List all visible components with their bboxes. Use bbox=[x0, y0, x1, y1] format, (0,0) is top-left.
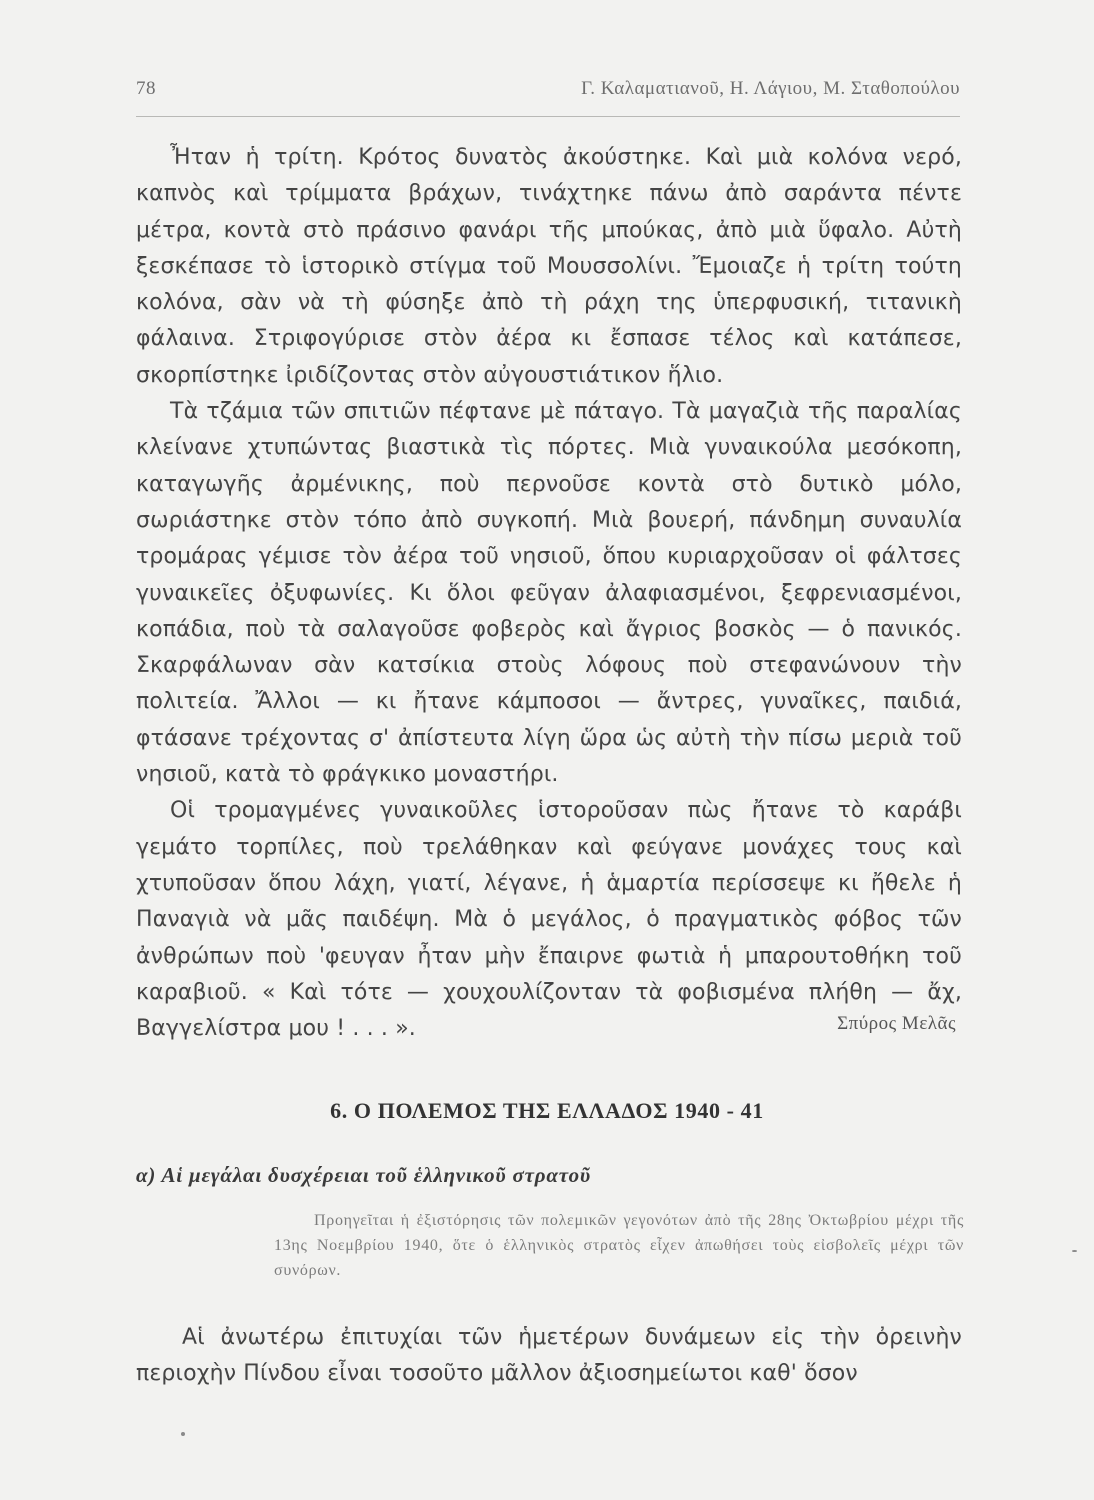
section-title: 6. Ο ΠΟΛΕΜΟΣ ΤΗΣ ΕΛΛΑΔΟΣ 1940 - 41 bbox=[330, 1098, 764, 1123]
running-head-authors: Γ. Καλαματιανοῦ, Η. Λάγιου, Μ. Σταθοπούλου bbox=[581, 78, 960, 99]
running-head bbox=[136, 78, 960, 108]
paragraph: Τὰ τζάμια τῶν σπιτιῶν πέφτανε μὲ πάταγο. Τὰ μαγαζιὰ τῆς παραλίας κλείνανε χτυπώντας βιαστικὰ τὶς πόρτες. Μιὰ γυναικούλα μεσόκοπη, καταγωγῆς ἀρμένικης, ποὺ περνοῦσε κοντὰ στὸ δυτικὸ μόλο, σωριάστηκε στὸν τόπο ἀπὸ συγκοπή. Μιὰ βουερή, πάνδημη συναυλία τρομάρας γέμισε τὸν ἀέρα τοῦ νησιοῦ, ὅπου κυριαρχοῦσαν οἱ φάλτσες γυναικεῖες ὀξυφωνίες. Κι ὅλοι φεῦγαν ἀλαφιασμένοι, ξεφρενιασμένοι, κοπάδια, ποὺ τὰ σαλαγοῦσε φοβερὸς καὶ ἄγριος βοσκὸς — ὁ πανικός. Σκαρφάλωναν σὰν κατσίκια στοὺς λόφους ποὺ στεφανώνουν τὴν πολιτεία. Ἄλλοι — κι ἤτανε κάμποσοι — ἄντρες, γυναῖκες, παιδιά, φτάσανε τρέχοντας σ' ἀπίστευτα λίγη ὥρα ὡς αὐτὴ τὴν πίσω μεριὰ τοῦ νησιοῦ, κατὰ τὸ φράγκικο μοναστήρι. bbox=[136, 399, 962, 788]
page-number: 78 bbox=[136, 78, 156, 99]
subsection-title: α) Αἱ μεγάλαι δυσχέρειαι τοῦ ἑλληνικοῦ στρατοῦ bbox=[136, 1163, 591, 1187]
author-signature: Σπύρος Μελᾶς bbox=[837, 1013, 956, 1034]
paragraph: Οἱ τρομαγμένες γυναικοῦλες ἱστοροῦσαν πὼς ἤτανε τὸ καράβι γεμάτο τορπίλες, ποὺ τρελάθηκαν καὶ φεύγανε μονάχες τους καὶ χτυποῦσαν ὅπου λάχη, γιατί, λέγανε, ἡ ἁμαρτία περίσσεψε κι ἤθελε ἡ Παναγιὰ νὰ μᾶς παιδέψη. Μὰ ὁ μεγάλος, ὁ πραγματικὸς φόβος τῶν ἀνθρώπων ποὺ 'φευγαν ἦταν μὴν ἔπαιρνε φωτιὰ ἡ μπαρουτοθήκη τοῦ καραβιοῦ. « Καὶ τότε — χουχουλίζονταν τὰ φοβισμένα πλήθη — ἄχ, Βαγγελίστρα μου ! . . . ». bbox=[136, 798, 962, 1042]
paper-speck bbox=[181, 1432, 185, 1436]
section-body-paragraph: Αἱ ἀνωτέρω ἐπιτυχίαι τῶν ἡμετέρων δυνάμεων εἰς τὴν ὀρεινὴν περιοχὴν Πίνδου εἶναι τοσοῦτο μᾶλλον ἀξιοσημείωτοι καθ' ὅσον bbox=[136, 1325, 962, 1387]
header-rule bbox=[136, 116, 960, 117]
paper-speck bbox=[1072, 1250, 1077, 1252]
story-body bbox=[136, 140, 962, 1047]
section-summary: Προηγεῖται ἡ ἐξιστόρησις τῶν πολεμικῶν γεγονότων ἀπὸ τῆς 28ης Ὀκτωβρίου μέχρι τῆς 13ης Νοεμβρίου 1940, ὅτε ὁ ἑλληνικὸς στρατὸς εἶχεν ἀπωθήσει τοὺς εἰσβολεῖς μέχρι τῶν συνόρων. bbox=[274, 1212, 964, 1279]
paragraph: Ἦταν ἡ τρίτη. Κρότος δυνατὸς ἀκούστηκε. Καὶ μιὰ κολόνα νερό, καπνὸς καὶ τρίμματα βράχων, τινάχτηκε πάνω ἀπὸ σαράντα πέντε μέτρα, κοντὰ στὸ πράσινο φανάρι τῆς μπούκας, ἀπὸ μιὰ ὕφαλο. Αὐτὴ ξεσκέπασε τὸ ἱστορικὸ στίγμα τοῦ Μουσσολίνι. Ἔμοιαζε ἡ τρίτη τούτη κολόνα, σὰν νὰ τὴ φύσηξε ἀπὸ τὴ ράχη της ὑπερφυσική, τιτανικὴ φάλαινα. Στριφογύρισε στὸν ἀέρα κι ἔσπασε τέλος καὶ κατάπεσε, σκορπίστηκε ἰριδίζοντας στὸν αὐγουστιάτικον ἥλιο. bbox=[136, 145, 962, 388]
